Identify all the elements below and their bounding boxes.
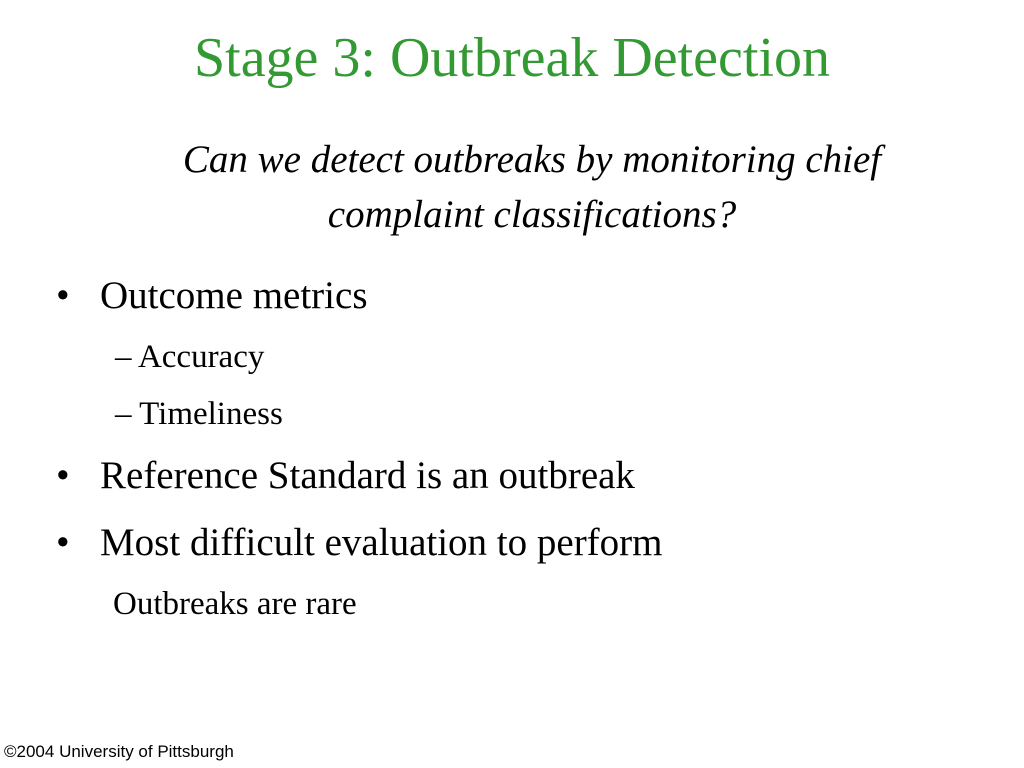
- sub-marker: –: [115, 339, 132, 375]
- subtitle-line: complaint classifications?: [327, 193, 737, 236]
- subitem-timeliness: [115, 394, 283, 434]
- bullet-text: Outcome metrics: [100, 274, 368, 317]
- bullet-marker: •: [56, 454, 70, 497]
- sub-marker: –: [115, 396, 132, 432]
- subitem-accuracy: [115, 337, 264, 377]
- subitem-text: Accuracy: [137, 339, 265, 375]
- bullet-marker: •: [56, 521, 70, 564]
- bullet-marker: •: [56, 274, 70, 317]
- copyright-footer: ©2004 University of Pittsburgh: [4, 742, 234, 761]
- bullet-text: Most difficult evaluation to perform: [100, 521, 663, 564]
- slide-subtitle: [110, 132, 954, 242]
- subtitle-line: Can we detect outbreaks by monitoring chief: [182, 138, 882, 181]
- note-text: Outbreaks are rare: [113, 586, 357, 622]
- bullet-item-reference-standard: [56, 453, 635, 499]
- subitem-text: Timeliness: [139, 396, 283, 432]
- bullet-text: Reference Standard is an outbreak: [100, 454, 635, 497]
- slide-title: Stage 3: Outbreak Detection: [193, 27, 830, 89]
- bullet-item-most-difficult: [56, 520, 663, 566]
- bullet-item-outcome-metrics: [56, 273, 368, 319]
